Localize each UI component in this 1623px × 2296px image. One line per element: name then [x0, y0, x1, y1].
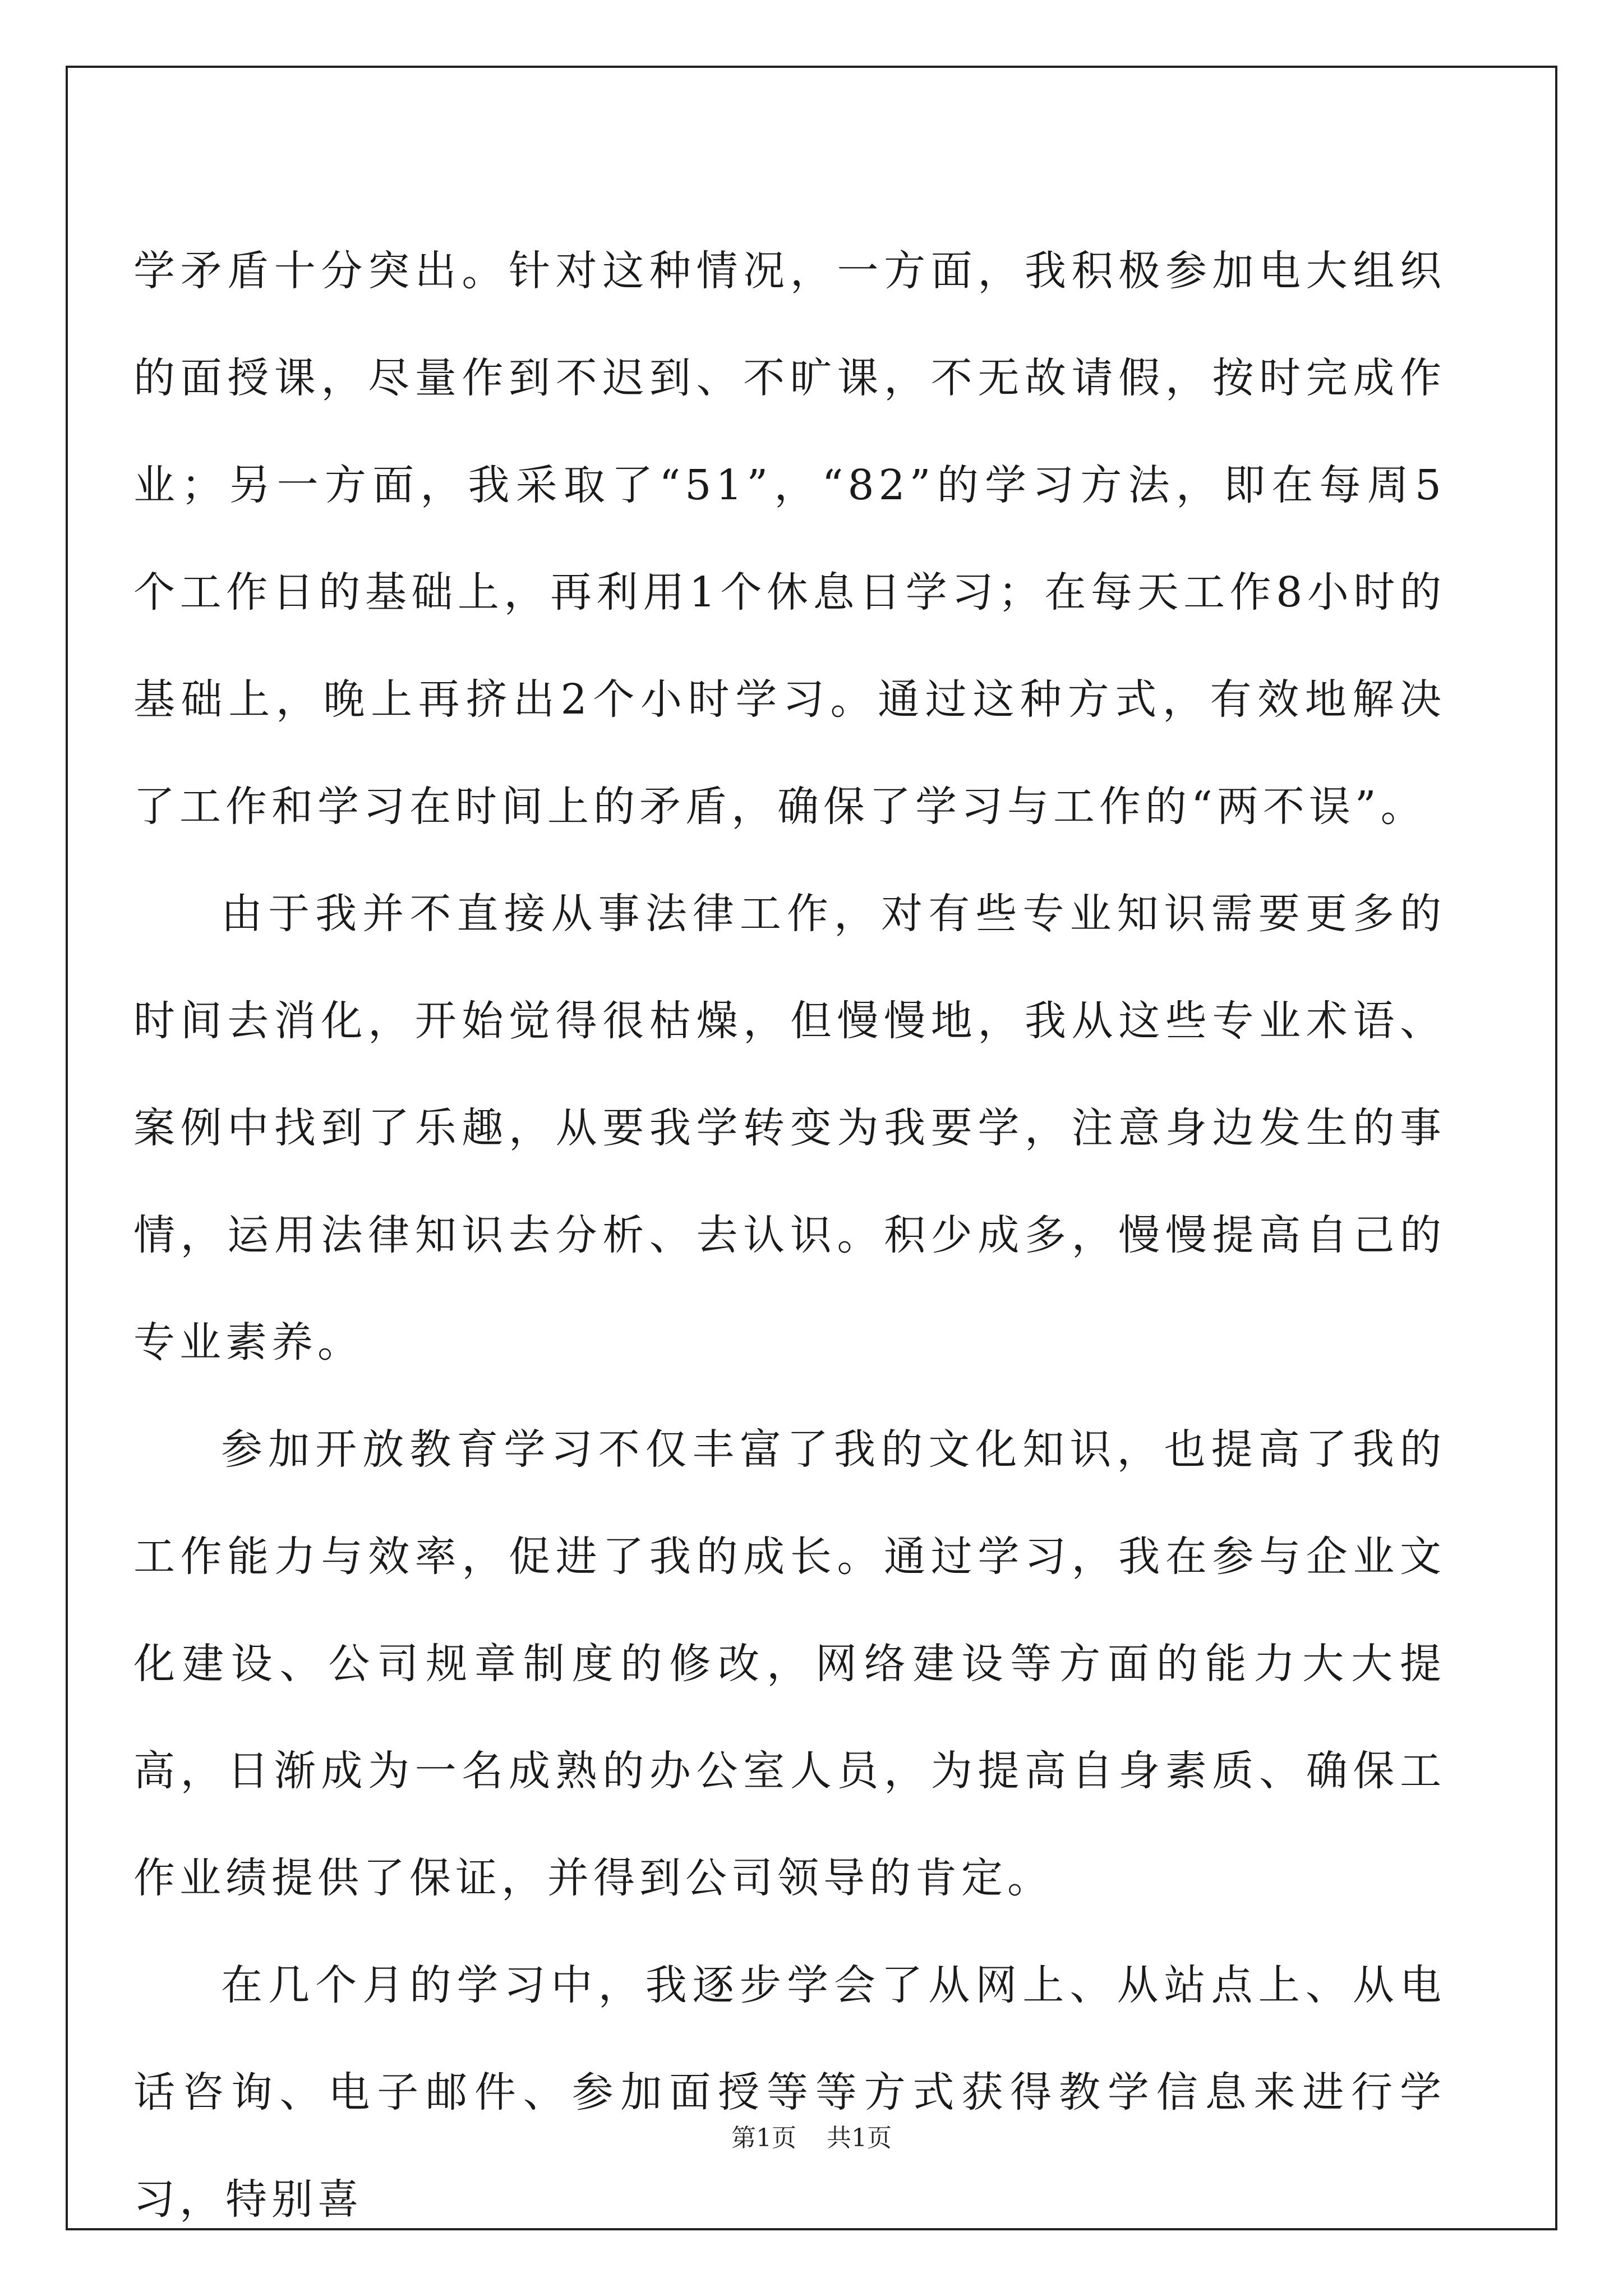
document-body [133, 218, 1446, 2253]
paragraph-4: 在几个月的学习中，我逐步学会了从网上、从站点上、从电话咨询、电子邮件、参加面授等等方式获得教学信息来进行学习，特别喜 [133, 1961, 1446, 2224]
page-footer [0, 2122, 1623, 2155]
paragraph-2: 由于我并不直接从事法律工作，对有些专业知识需要更多的时间去消化，开始觉得很枯燥，但慢慢地，我从这些专业术语、案例中找到了乐趣，从要我学转变为我要学，注意身边发生的事情，运用法律知识去分析、去认识。积少成多，慢慢提高自己的专业素养。 [133, 890, 1446, 1366]
page-number: 第1页 [731, 2124, 796, 2152]
page-total: 共1页 [827, 2124, 892, 2152]
paragraph-1: 学矛盾十分突出。针对这种情况，一方面，我积极参加电大组织的面授课，尽量作到不迟到、不旷课，不无故请假，按时完成作业；另一方面，我采取了“51”，“82”的学习方法，即在每周5个工作日的基础上，再利用1个休息日学习；在每天工作8小时的基础上，晚上再挤出2个小时学习。通过这种方式，有效地解决了工作和学习在时间上的矛盾，确保了学习与工作的“两不误”。 [133, 247, 1446, 831]
paragraph-3: 参加开放教育学习不仅丰富了我的文化知识，也提高了我的工作能力与效率，促进了我的成长。通过学习，我在参与企业文化建设、公司规章制度的修改，网络建设等方面的能力大大提高，日渐成为一名成熟的办公室人员，为提高自身素质、确保工作业绩提供了保证，并得到公司领导的肯定。 [133, 1425, 1446, 1902]
